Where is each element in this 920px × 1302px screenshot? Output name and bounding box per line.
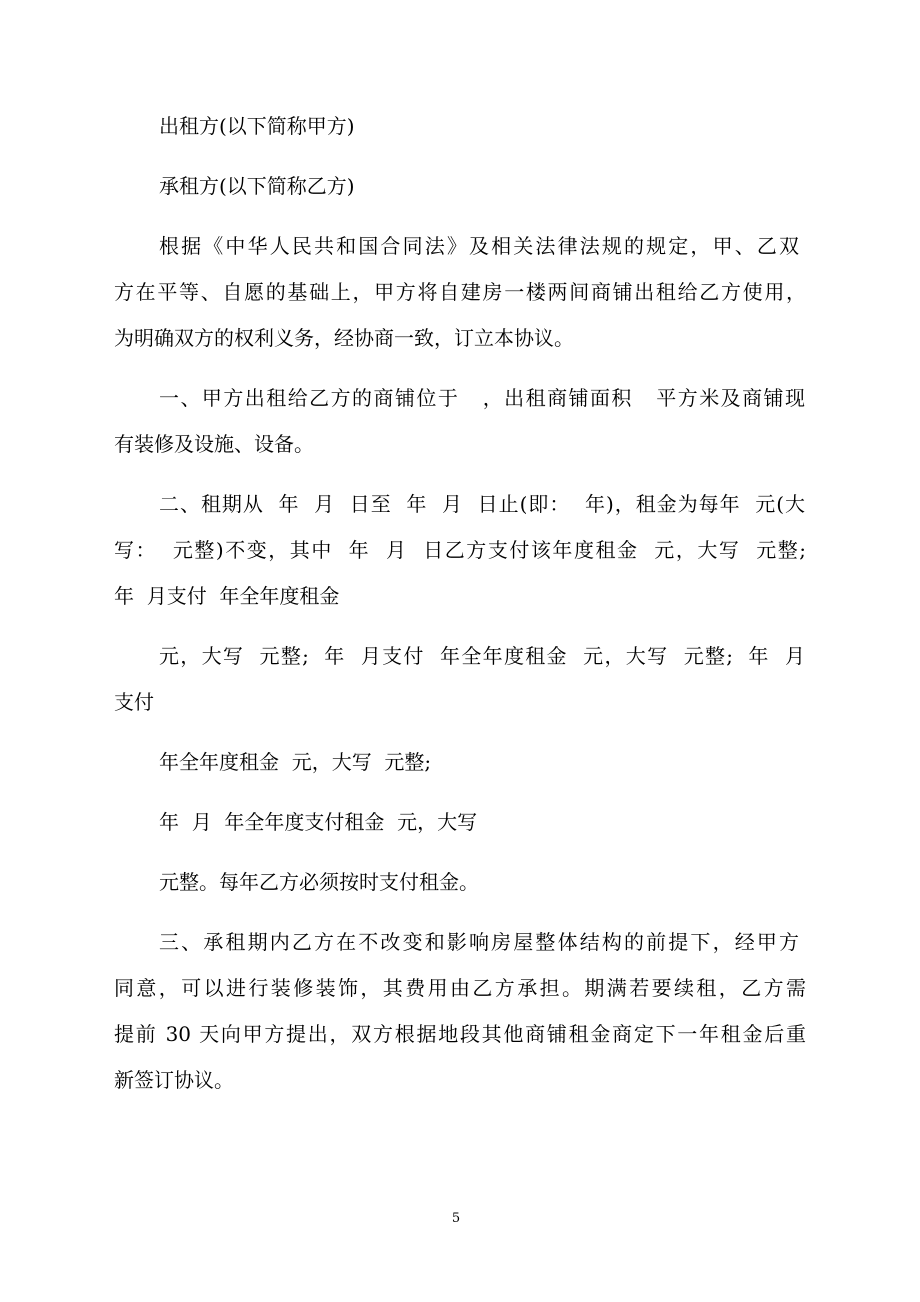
clause-3-line-3: 提前 30 天向甲方提出，双方根据地段其他商铺租金商定下一年租金后重 [114, 1022, 806, 1046]
lessee-line: 承租方(以下简称乙方) [159, 174, 355, 198]
clause-2-line-2: 写： 元整)不变，其中 年 月 日乙方支付该年度租金 元，大写 元整; [114, 538, 806, 562]
clause-2-line-8: 元整。每年乙方必须按时支付租金。 [159, 870, 479, 894]
clause-2-line-5: 支付 [114, 690, 154, 714]
clause-1-line-2: 有装修及设施、设备。 [114, 432, 314, 456]
preamble-line-2: 方在平等、自愿的基础上，甲方将自建房一楼两间商铺出租给乙方使用， [114, 280, 806, 304]
clause-2-line-4: 元，大写 元整; 年 月支付 年全年度租金 元，大写 元整; 年 月 [159, 644, 805, 668]
clause-1-line-1: 一、甲方出租给乙方的商铺位于 ，出租商铺面积 平方米及商铺现 [159, 386, 805, 410]
clause-3-line-1: 三、承租期内乙方在不改变和影响房屋整体结构的前提下，经甲方 [159, 930, 799, 954]
clause-2-line-3: 年 月支付 年全年度租金 [114, 584, 340, 608]
clause-3-line-4: 新签订协议。 [114, 1068, 234, 1092]
clause-3-line-2: 同意，可以进行装修装饰，其费用由乙方承担。期满若要续租，乙方需 [114, 976, 806, 1000]
preamble-line-3: 为明确双方的权利义务，经协商一致，订立本协议。 [114, 326, 574, 350]
clause-2-line-6: 年全年度租金 元，大写 元整; [159, 750, 432, 774]
page-number: 5 [451, 1211, 461, 1226]
clause-2-line-1: 二、租期从 年 月 日至 年 月 日止(即： 年)，租金为每年 元(大 [159, 492, 805, 516]
preamble-line-1: 根据《中华人民共和国合同法》及相关法律法规的规定，甲、乙双 [159, 234, 799, 258]
clause-2-line-7: 年 月 年全年度支付租金 元，大写 [159, 810, 478, 834]
lessor-line: 出租方(以下简称甲方) [159, 114, 355, 138]
